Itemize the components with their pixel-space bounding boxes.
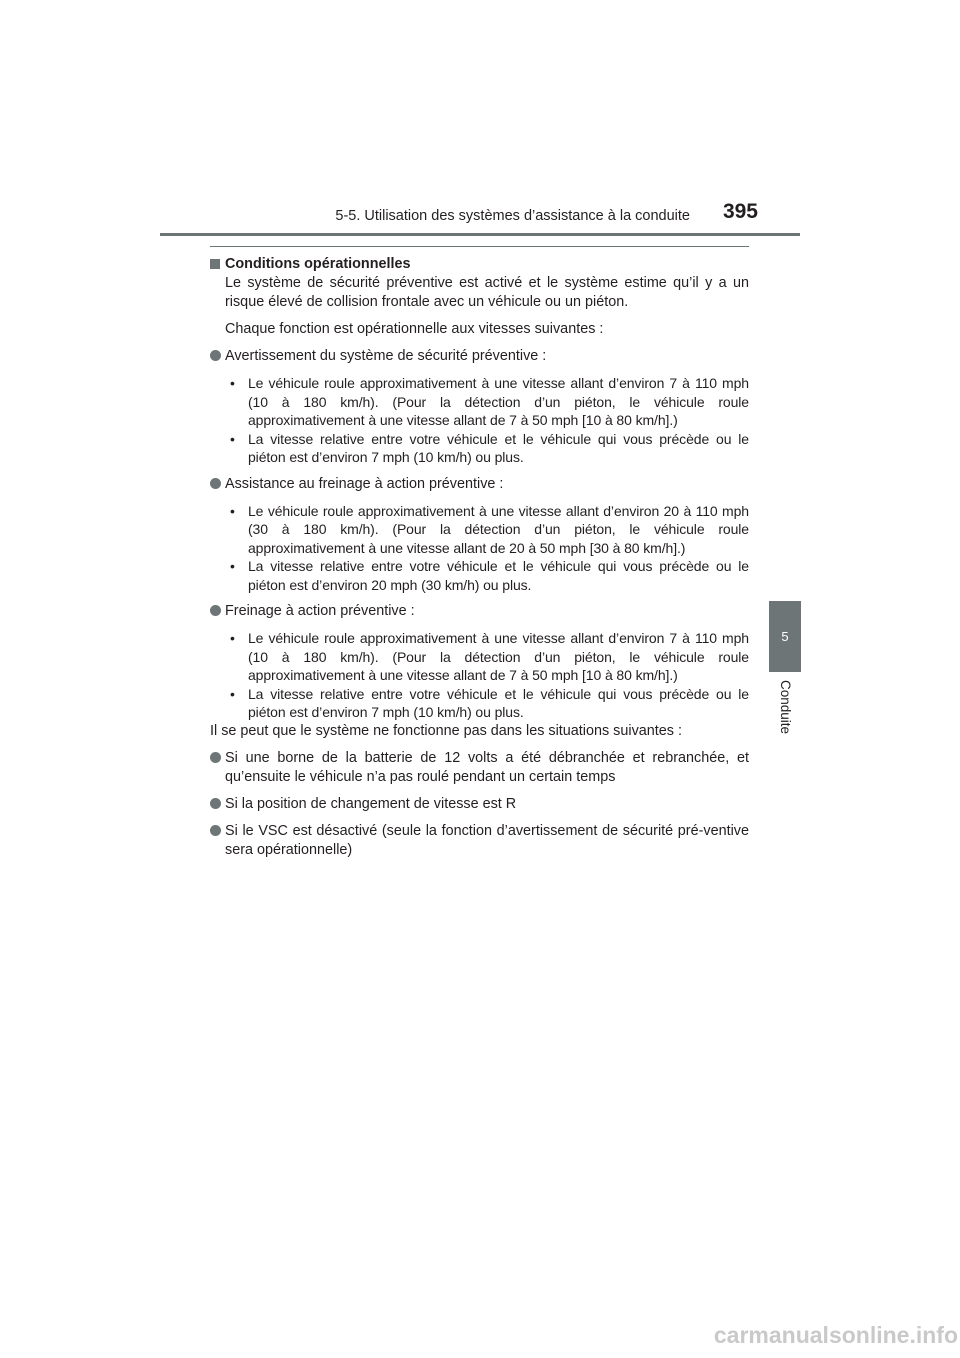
round-bullet-icon [210, 825, 221, 836]
condition-item [225, 430, 749, 467]
section-heading [210, 255, 749, 274]
header-rule [160, 233, 800, 236]
round-bullet-icon [210, 798, 221, 809]
condition-item [225, 374, 749, 430]
situations-intro: Il se peut que le système ne fonctionne pas dans les situations suivantes : [210, 722, 682, 739]
dot-bullet-icon: • [230, 630, 235, 646]
situation-item [210, 749, 749, 787]
function-title: Freinage à action préventive : [225, 603, 415, 619]
round-bullet-icon [210, 605, 221, 616]
function-title: Avertissement du système de sécurité préventive : [225, 348, 547, 364]
chapter-number: 5 [781, 629, 789, 644]
condition-text: Le véhicule roule approximativement à une vitesse allant d’environ 20 à 110 mph (30 à 180 km/h). (Pour la détection d’un piéton, le véhicule roule approximativement à une vitesse allant de 20 à 50 mph [30 à 80 km/h].) [248, 502, 749, 556]
condition-text: La vitesse relative entre votre véhicule et le véhicule qui vous précède ou le piéton est d’environ 7 mph (10 km/h) ou plus. [248, 430, 749, 465]
function-title: Assistance au freinage à action préventive : [225, 475, 504, 492]
function-conditions [210, 502, 749, 595]
dot-bullet-icon: • [230, 375, 235, 391]
situation-text: Si le VSC est désactivé (seule la fonction d’avertissement de sécurité pré-ventive sera opérationnelle) [225, 822, 749, 858]
condition-text: La vitesse relative entre votre véhicule et le véhicule qui vous précède ou le piéton est d’environ 20 mph (30 km/h) ou plus. [248, 558, 749, 593]
condition-text: Le véhicule roule approximativement à une vitesse allant d’environ 7 à 110 mph (10 à 180 km/h). (Pour la détection d’un piéton, le véhicule roule approximativement à une vitesse allant de 7 à 50 mph [10 à 80 km/h].) [248, 375, 749, 428]
round-bullet-icon [210, 478, 221, 489]
dot-bullet-icon: • [230, 685, 235, 702]
function-conditions [210, 629, 749, 722]
section-heading-text: Conditions opérationnelles [225, 256, 411, 272]
intro-paragraph: Le système de sécurité préventive est activé et le système estime qu’il y a un risque élevé de collision frontale avec un véhicule ou un piéton. [225, 275, 749, 310]
dot-bullet-icon: • [230, 430, 235, 447]
speeds-intro: Chaque fonction est opérationnelle aux vitesses suivantes : [225, 321, 604, 337]
dot-bullet-icon: • [230, 502, 235, 519]
condition-text: Le véhicule roule approximativement à une vitesse allant d’environ 7 à 110 mph (10 à 180 km/h). (Pour la détection d’un piéton, le véhicule roule approximativement à une vitesse allant de 7 à 50 mph [10 à 80 km/h].) [248, 630, 749, 683]
round-bullet-icon [210, 752, 221, 763]
condition-item [225, 685, 749, 722]
chapter-label: Conduite [778, 680, 793, 735]
dot-bullet-icon: • [230, 558, 235, 574]
condition-item [225, 502, 749, 558]
situation-text: Si une borne de la batterie de 12 volts a été débranchée et rebranchée, et qu’ensuite le véhicule n’a pas roulé pendant un certain temps [225, 749, 749, 785]
header-section-title: 5-5. Utilisation des systèmes d’assistance à la conduite [335, 208, 690, 224]
situation-item [210, 795, 749, 814]
round-bullet-icon [210, 350, 221, 361]
condition-text: La vitesse relative entre votre véhicule et le véhicule qui vous précède ou le piéton est d’environ 7 mph (10 km/h) ou plus. [248, 685, 749, 720]
function-item [210, 602, 749, 621]
page-number: 395 [722, 200, 758, 223]
function-item [210, 475, 749, 494]
square-bullet-icon [210, 259, 220, 269]
function-conditions [210, 374, 749, 467]
situation-item [210, 822, 749, 860]
page-content [210, 255, 749, 868]
condition-item [225, 629, 749, 685]
chapter-tab [769, 601, 801, 672]
watermark: carmanualsonline.info [713, 1322, 958, 1348]
condition-item [225, 557, 749, 594]
function-item [210, 347, 749, 366]
situation-text: Si la position de changement de vitesse est R [225, 795, 517, 812]
section-rule [210, 246, 749, 247]
